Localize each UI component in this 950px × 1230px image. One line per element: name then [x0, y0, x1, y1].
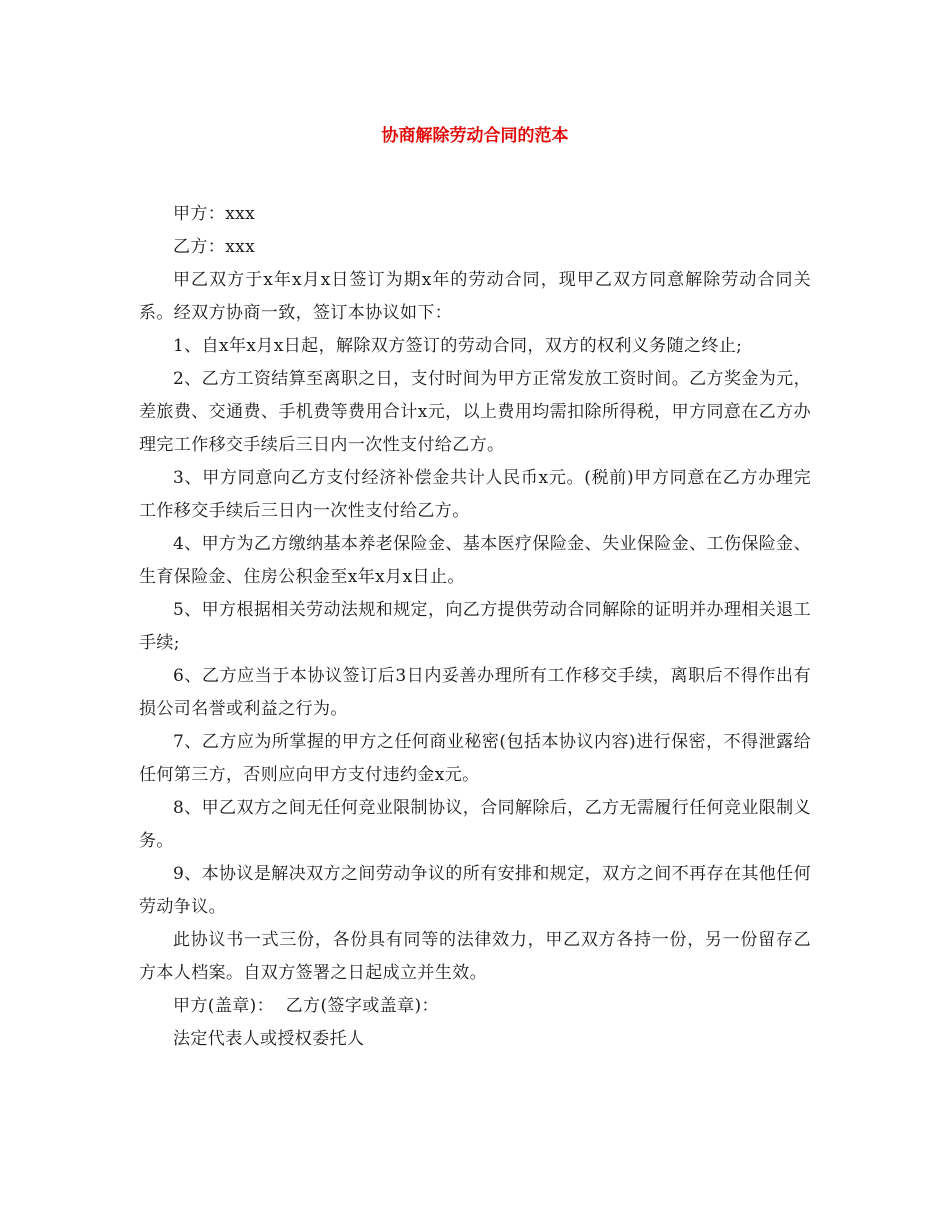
- signature-line: 甲方(盖章)： 乙方(签字或盖章)：: [173, 996, 439, 1016]
- clause-1: 1、自x年x月x日起，解除双方签订的劳动合同，双方的权利义务随之终止;: [173, 336, 743, 356]
- clause-9: 9、本协议是解决双方之间劳动争议的所有安排和规定，双方之间不再存在其他任何劳动争议。: [139, 864, 811, 917]
- party-a-line: 甲方：xxx: [173, 204, 256, 224]
- clause-4: 4、甲方为乙方缴纳基本养老保险金、基本医疗保险金、失业保险金、工伤保险金、生育保险金、住房公积金至x年x月x日止。: [139, 534, 811, 587]
- clause-2: 2、乙方工资结算至离职之日，支付时间为甲方正常发放工资时间。乙方奖金为元，差旅费、交通费、手机费等费用合计x元，以上费用均需扣除所得税，甲方同意在乙方办理完工作移交手续后三日内一次性支付给乙方。: [139, 369, 811, 455]
- representative-line: 法定代表人或授权委托人: [173, 1029, 365, 1049]
- party-b-line: 乙方：xxx: [173, 237, 256, 257]
- clause-5: 5、甲方根据相关劳动法规和规定，向乙方提供劳动合同解除的证明并办理相关退工手续;: [139, 600, 811, 653]
- document-title: 协商解除劳动合同的范本: [381, 126, 569, 146]
- document-page: [139, 120, 811, 1056]
- clause-7: 7、乙方应为所掌握的甲方之任何商业秘密(包括本协议内容)进行保密，不得泄露给任何第三方，否则应向甲方支付违约金x元。: [139, 732, 811, 785]
- copies-paragraph: 此协议书一式三份，各份具有同等的法律效力，甲乙双方各持一份，另一份留存乙方本人档案。自双方签署之日起成立并生效。: [139, 930, 811, 983]
- intro-paragraph: 甲乙双方于x年x月x日签订为期x年的劳动合同，现甲乙双方同意解除劳动合同关系。经双方协商一致，签订本协议如下：: [139, 270, 811, 323]
- clause-3: 3、甲方同意向乙方支付经济补偿金共计人民币x元。(税前)甲方同意在乙方办理完工作移交手续后三日内一次性支付给乙方。: [139, 468, 811, 521]
- clause-6: 6、乙方应当于本协议签订后3日内妥善办理所有工作移交手续，离职后不得作出有损公司名誉或利益之行为。: [139, 666, 811, 719]
- clause-8: 8、甲乙双方之间无任何竞业限制协议，合同解除后，乙方无需履行任何竞业限制义务。: [139, 798, 811, 851]
